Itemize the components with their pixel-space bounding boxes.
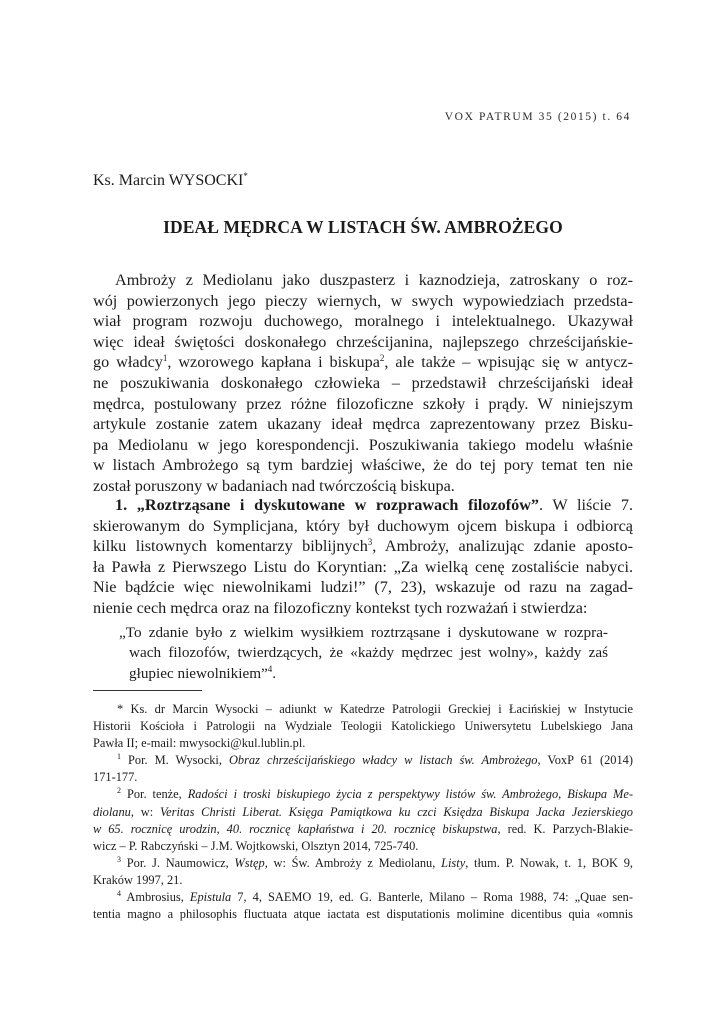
footnote-1	[93, 752, 633, 786]
text-run: Por. M. Wysocki,	[121, 753, 229, 768]
text-run: Por. tenże,	[121, 787, 188, 802]
running-header: VOX PATRUM 35 (2015) t. 64	[444, 111, 631, 123]
text-run: , wzorowego kapłana i biskupa	[167, 353, 380, 372]
text-line: został poruszony w badaniach nad twórczością biskupa.	[93, 476, 455, 495]
text-line: skierowanym do Symplicjana, który był duchowym ojcem biskupa i odbiorcą	[93, 516, 633, 535]
text-run: , ale także – wpisując się w antycz-	[384, 353, 634, 372]
author-name: Ks. Marcin WYSOCKI	[93, 172, 244, 189]
text-run: go władcy	[93, 353, 163, 372]
quote-line: „To zdanie było z wielkim wysiłkiem roztrząsane i dyskutowane w rozpra-	[119, 624, 608, 641]
text-run: Wstęp	[234, 855, 265, 870]
footnote-ref: 3	[367, 537, 373, 548]
text-run: w 65. rocznicę urodzin, 40. rocznicę kapłaństwa i 20. rocznicę biskupstwa	[93, 821, 498, 836]
text-run: Listy	[441, 855, 466, 870]
author-line	[93, 171, 248, 190]
text-line: w listach Ambrożego są tym bardziej właściwe, że do tej pory temat ten nie	[93, 456, 633, 475]
text-line: nienie cech mędrca oraz na filozoficzny kontekst tych rozważań i stwierdza:	[93, 598, 588, 617]
footnote-line	[93, 821, 633, 838]
footnote-ref: 2	[379, 353, 385, 364]
text-run: , Ambroży, analizując zdanie aposto-	[372, 537, 633, 556]
text-run: , VoxP 61 (2014)	[537, 753, 633, 768]
text-line	[93, 536, 633, 557]
author-footnote-mark: *	[243, 171, 248, 181]
footnote-number: 2	[117, 786, 121, 796]
footnote-line	[93, 752, 633, 769]
block-quote	[119, 623, 608, 684]
footnote-number: 4	[117, 889, 121, 899]
text-line	[93, 495, 633, 516]
text-run: diolanu	[93, 804, 131, 819]
footnote-line: 171-177.	[93, 770, 138, 785]
text-line: pa Mediolanu w jego korespondencji. Poszukiwania takiego modelu właśnie	[93, 435, 633, 454]
text-run: , red. K. Parzych-Blakie-	[497, 821, 633, 836]
footnote-ref: 1	[162, 353, 168, 364]
footnote-line: wicz – P. Rabczyński – J.M. Wojtkowski, Olsztyn 2014, 725-740.	[93, 838, 419, 853]
footnote-line	[93, 889, 633, 906]
text-line: Nie bądźcie więc niewolnikami ludzi!” (7, 23), wskazuje od razu na zagad-	[93, 578, 633, 597]
footnote-3	[93, 855, 633, 889]
text-run: , w: Św. Ambroży z Mediolanu,	[264, 855, 442, 870]
text-line: mędrca, postulowany przez różne filozoficzne szkoły i prądy. W niniejszym	[93, 394, 633, 413]
text-run: Ambrosius,	[121, 890, 190, 905]
text-line: Ambroży z Mediolanu jako duszpasterz i kaznodzieja, zatroskany o roz-	[115, 271, 633, 289]
quote-line	[119, 664, 608, 684]
footnote-line	[93, 786, 633, 803]
footnote-author	[93, 701, 633, 752]
text-run: Obraz chrześcijańskiego władcy w listach św. Ambrożego	[228, 753, 538, 768]
footnote-line: Pawła II; e-mail: mwysocki@kul.lublin.pl.	[93, 736, 306, 751]
text-line: więc ideał świętości doskonałego chrześcijanina, najlepszego chrześcijańskie-	[93, 332, 633, 351]
text-line: wój powierzonych jego pieczy wiernych, w swych wypowiedziach przedsta-	[93, 291, 633, 310]
text-run: .	[272, 664, 277, 682]
text-run: kilku listownych komentarzy biblijnych	[93, 537, 368, 556]
text-line: ła Pawła z Pierwszego Listu do Koryntian: „Za wielką cenę zostaliście nabyci.	[93, 557, 633, 576]
text-line	[93, 352, 633, 373]
article-title: IDEAŁ MĘDRCA W LISTACH ŚW. AMBROŻEGO	[163, 217, 563, 237]
footnote-line: Historii Kościoła i Patrologii na Wydziale Teologii Katolickiego Uniwersytetu Lubelskiego Jana	[93, 719, 633, 734]
footnote-number: 1	[117, 752, 121, 762]
footnote-4	[93, 889, 633, 923]
footnote-number: 3	[117, 854, 121, 864]
paragraph-intro	[93, 270, 633, 497]
text-run: Radości i troski biskupiego życia z perspektywy listów św. Ambrożego, Biskupa Me-	[187, 787, 634, 802]
section-heading: 1. „Roztrząsane i dyskutowane w rozprawach filozofów”	[115, 496, 540, 514]
section-1	[93, 495, 633, 619]
text-run: głupiec niewolnikiem”	[129, 664, 268, 682]
text-run: Epistula	[189, 890, 232, 905]
footnote-line: tentia magno a philosophis fluctuata atque iactata est disputationis molimine dicentibus quia «omnis	[93, 907, 633, 922]
footnote-rule	[93, 690, 202, 691]
text-run: Veritas Christi Liberat. Księga Pamiątkowa ku czci Księdza Biskupa Jacka Jezierskiego	[159, 804, 633, 819]
text-run: . W liście 7.	[539, 496, 633, 514]
text-run: , tłum. P. Nowak, t. 1, BOK 9,	[465, 855, 633, 870]
quote-line: wach filozofów, twierdzących, że «każdy mędrzec jest wolny», każdy zaś	[129, 644, 608, 662]
footnote-ref: 4	[267, 663, 273, 674]
footnote-2	[93, 786, 633, 854]
footnote-line	[93, 855, 633, 872]
footnote-line: * Ks. dr Marcin Wysocki – adiunkt w Katedrze Patrologii Greckiej i Łacińskiej w Instytucie	[117, 702, 633, 716]
text-line: wiał program rozwoju duchowego, moralnego i intelektualnego. Ukazywał	[93, 312, 633, 331]
text-run: Por. J. Naumowicz,	[121, 855, 235, 870]
footnotes	[93, 701, 633, 923]
text-line: artykule zostanie zatem ukazany ideał mędrca zaprezentowany przez Bisku-	[93, 415, 633, 434]
text-line: ne poszukiwania doskonałego człowieka – przedstawił chrześcijański ideał	[93, 373, 633, 392]
text-run: , w:	[130, 804, 160, 819]
text-run: 7, 4, SAEMO 19, ed. G. Banterle, Milano – Roma 1988, 74: „Quae sen-	[231, 890, 633, 905]
footnote-line	[93, 804, 633, 821]
footnote-line: Kraków 1997, 21.	[93, 872, 183, 887]
